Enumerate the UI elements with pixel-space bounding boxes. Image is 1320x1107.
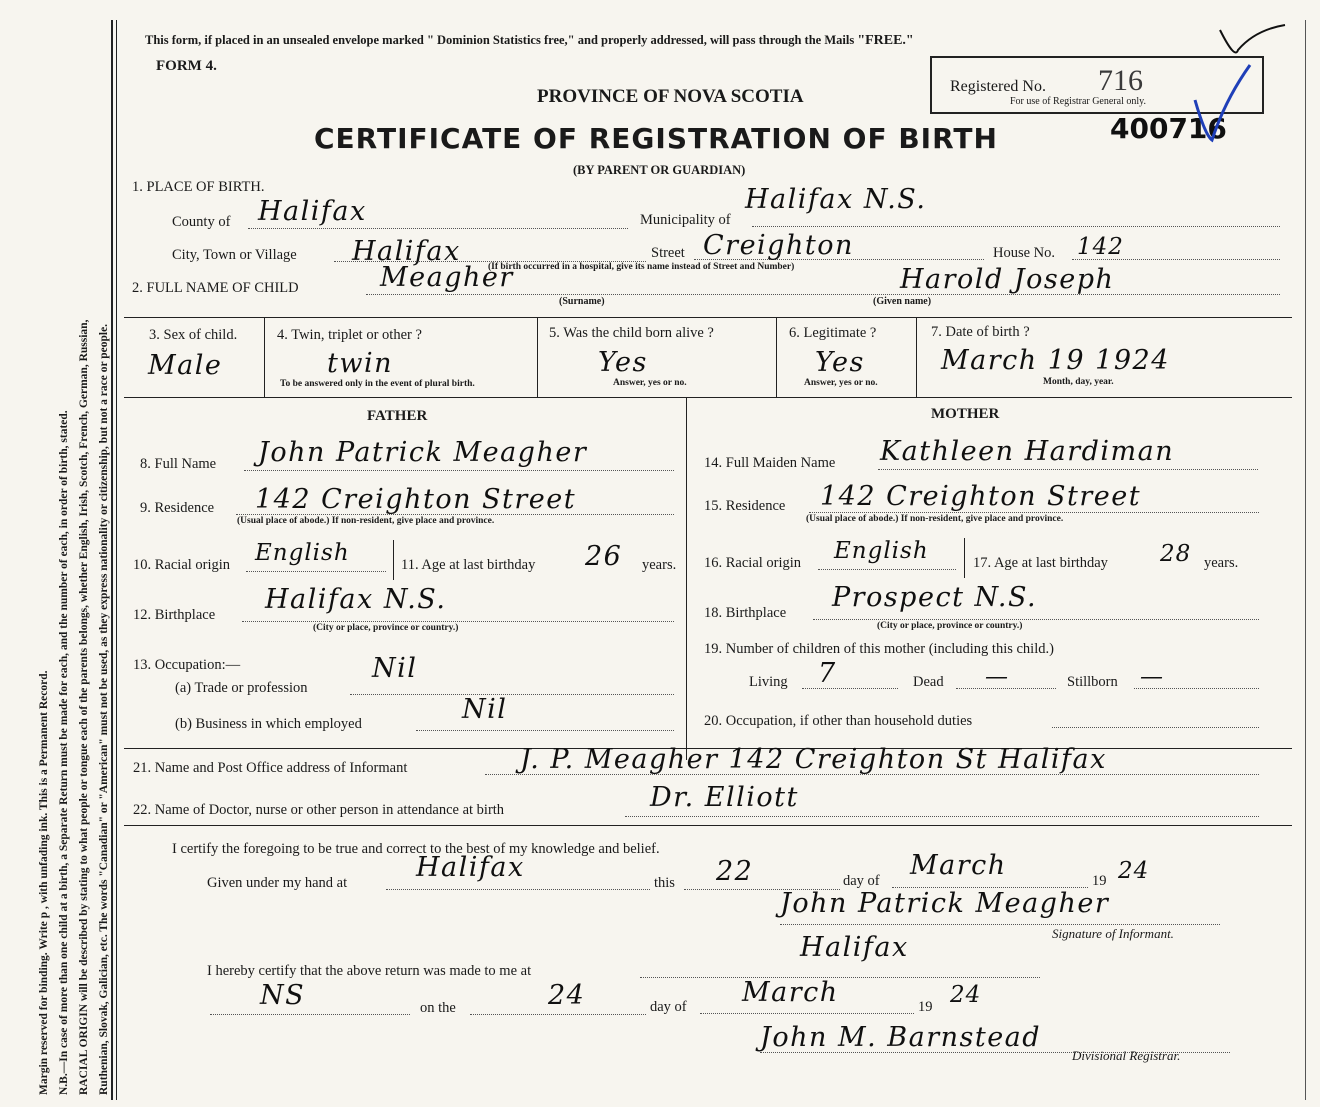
- city-value: Halifax: [352, 236, 461, 267]
- on-the-label: on the: [420, 1000, 456, 1016]
- occupation-label: 13. Occupation:—: [133, 657, 241, 673]
- trade-value: Nil: [372, 653, 418, 684]
- hospital-note: (If birth occurred in a hospital, give its name instead of Street and Number): [488, 262, 795, 272]
- margin-racial-note-2: Ruthenian, Slovak, Galician, etc. The words "Canadian" or "American" must not be used, as they express nationality or citizenship, but not a race or people.: [98, 323, 110, 1095]
- certification-top-rule: [124, 825, 1292, 826]
- certify-text: I certify the foregoing to be true and correct to the best of my knowledge and belief.: [172, 841, 660, 857]
- child-given-value: Harold Joseph: [900, 264, 1115, 295]
- mother-birthplace-line: [813, 619, 1259, 620]
- registrar-caption: Divisional Registrar.: [1072, 1048, 1181, 1063]
- province-heading: PROVINCE OF NOVA SCOTIA: [537, 86, 804, 107]
- mother-age-unit: years.: [1204, 555, 1239, 571]
- row3-divider-4: [916, 318, 917, 397]
- stillborn-value: —: [1140, 664, 1164, 690]
- mother-name-label: 14. Full Maiden Name: [704, 455, 836, 471]
- mother-birthplace-value: Prospect N.S.: [832, 582, 1038, 613]
- day-of-label: day of: [843, 873, 880, 889]
- legitimate-note: Answer, yes or no.: [804, 378, 878, 388]
- left-border-inner: [116, 20, 117, 1100]
- registrar-certify-text: I hereby certify that the above return was made to me at: [207, 963, 532, 979]
- mother-residence-line: [809, 512, 1259, 513]
- stillborn-label: Stillborn: [1067, 674, 1118, 690]
- informant-signature-caption: Signature of Informant.: [1052, 926, 1174, 941]
- row3-divider-2: [537, 318, 538, 397]
- sex-value: Male: [148, 350, 223, 381]
- check-mark-icon: [1200, 20, 1290, 60]
- father-racial-value: English: [255, 540, 350, 566]
- this-label: this: [654, 875, 675, 891]
- right-border: [1305, 20, 1306, 1100]
- doctor-line: [625, 816, 1259, 817]
- mother-birthplace-note: (City or place, province or country.): [877, 621, 1023, 631]
- registered-number: 716: [1098, 64, 1143, 97]
- certificate-title: CERTIFICATE OF REGISTRATION OF BIRTH: [314, 122, 998, 155]
- father-birthplace-line: [242, 621, 674, 622]
- father-birthplace-note: (City or place, province or country.): [313, 623, 459, 633]
- twin-label: 4. Twin, triplet or other ?: [277, 327, 422, 343]
- business-label: (b) Business in which employed: [175, 716, 362, 732]
- street-label: Street: [651, 245, 685, 261]
- county-label: County of: [172, 214, 231, 230]
- registrar-day-line: [470, 1014, 646, 1015]
- mother-name-line: [878, 469, 1258, 470]
- business-line: [416, 730, 674, 731]
- month-value: March: [910, 850, 1007, 881]
- children-label: 19. Number of children of this mother (including this child.): [704, 641, 1054, 657]
- father-racial-label: 10. Racial origin: [133, 557, 231, 573]
- city-label: City, Town or Village: [172, 247, 297, 263]
- mother-name-value: Kathleen Hardiman: [880, 436, 1175, 467]
- business-value: Nil: [462, 694, 508, 725]
- doctor-value: Dr. Elliott: [650, 782, 799, 813]
- municipality-line: [752, 226, 1280, 227]
- given-place-value: Halifax: [416, 852, 525, 883]
- twin-note: To be answered only in the event of plural birth.: [280, 379, 475, 389]
- house-value: 142: [1077, 234, 1124, 260]
- mail-note-free: "FREE.": [857, 33, 914, 48]
- living-label: Living: [749, 674, 788, 690]
- mother-birthplace-label: 18. Birthplace: [704, 605, 787, 621]
- informant-value: J. P. Meagher 142 Creighton St Halifax: [520, 744, 1107, 775]
- mother-residence-value: 142 Creighton Street: [820, 481, 1142, 512]
- given-place-line: [386, 889, 650, 890]
- alive-label: 5. Was the child born alive ?: [549, 325, 714, 341]
- father-age-unit: years.: [642, 557, 677, 573]
- dob-note: Month, day, year.: [1043, 377, 1114, 387]
- informant-label: 21. Name and Post Office address of Informant: [133, 760, 408, 776]
- registrar-year-value: 24: [950, 982, 982, 1008]
- row3-bottom-rule: [124, 397, 1292, 398]
- father-name-line: [244, 470, 674, 471]
- registrar-only-note: For use of Registrar General only.: [1010, 96, 1146, 107]
- registrar-place-value: NS: [260, 980, 306, 1011]
- margin-binding-note: Margin reserved for binding. Write p , with unfading ink. This is a Permanent Record.: [38, 670, 50, 1095]
- year-prefix: 19: [1092, 873, 1107, 889]
- father-name-value: John Patrick Meagher: [258, 437, 588, 468]
- registered-label: Registered No.: [950, 78, 1046, 95]
- registrar-place-line: [640, 977, 1040, 978]
- mother-occupation-label: 20. Occupation, if other than household duties: [704, 713, 973, 729]
- year-value: 24: [1118, 858, 1150, 884]
- mail-note-text: This form, if placed in an unsealed envelope marked " Dominion Statistics free," and properly addressed, will pass through the Mails: [145, 33, 855, 47]
- dead-value: —: [985, 664, 1009, 690]
- column-divider: [686, 398, 687, 760]
- father-residence-label: 9. Residence: [140, 500, 215, 516]
- registrar-day-value: 24: [548, 980, 586, 1011]
- municipality-label: Municipality of: [640, 212, 731, 228]
- registrar-place-line-2: [210, 1014, 410, 1015]
- mother-racial-value: English: [834, 538, 929, 564]
- mail-note: [145, 33, 914, 49]
- municipality-value: Halifax N.S.: [745, 184, 927, 215]
- informant-signature: John Patrick Meagher: [780, 888, 1110, 919]
- form-number: FORM 4.: [156, 58, 217, 74]
- trade-line: [350, 694, 674, 695]
- registrar-month-line: [700, 1013, 914, 1014]
- dob-label: 7. Date of birth ?: [931, 324, 1030, 340]
- mother-racial-divider: [964, 538, 965, 578]
- mother-heading: MOTHER: [931, 406, 1000, 422]
- certification-place-signature: Halifax: [800, 932, 909, 963]
- mother-age-label: 17. Age at last birthday: [973, 555, 1108, 571]
- place-of-birth-heading: 1. PLACE OF BIRTH.: [132, 179, 265, 195]
- registrar-month-value: March: [742, 977, 839, 1008]
- father-heading: FATHER: [367, 408, 428, 424]
- dob-value: March 19 1924: [941, 345, 1170, 376]
- doctor-label: 22. Name of Doctor, nurse or other person in attendance at birth: [133, 802, 505, 818]
- county-value: Halifax: [258, 196, 367, 227]
- father-age-label: 11. Age at last birthday: [401, 557, 536, 573]
- margin-racial-note-1: RACIAL ORIGIN will be described by stating to what people or tongue each of the parents belongs, whether English, Irish, Scotch, French, German, Russian,: [78, 319, 90, 1095]
- mother-racial-line: [818, 569, 956, 570]
- registrar-year-prefix: 19: [918, 999, 933, 1015]
- registrar-signature: John M. Barnstead: [760, 1022, 1042, 1053]
- father-age-value: 26: [585, 541, 623, 572]
- father-racial-line: [246, 571, 386, 572]
- given-label: Given under my hand at: [207, 875, 348, 891]
- row3-divider-3: [776, 318, 777, 397]
- registrar-day-of-label: day of: [650, 999, 687, 1015]
- father-birthplace-label: 12. Birthplace: [133, 607, 216, 623]
- father-residence-value: 142 Creighton Street: [255, 484, 577, 515]
- father-birthplace-value: Halifax N.S.: [265, 584, 447, 615]
- margin-nb-note: N.B.—In case of more than one child at a birth, a Separate Return must be made for each, and the number of each, in order of birth, stated.: [58, 410, 70, 1095]
- trade-label: (a) Trade or profession: [175, 680, 308, 696]
- given-caption: (Given name): [873, 296, 932, 307]
- father-racial-divider: [393, 540, 394, 580]
- child-surname-value: Meagher: [380, 262, 514, 293]
- handwritten-register-number: 400716: [1110, 112, 1227, 145]
- certificate-subtitle: (BY PARENT OR GUARDIAN): [573, 163, 746, 177]
- living-value: 7: [818, 658, 837, 689]
- mother-age-value: 28: [1160, 541, 1192, 567]
- living-line: [802, 688, 898, 689]
- mother-occupation-line: [1052, 727, 1259, 728]
- child-name-label: 2. FULL NAME OF CHILD: [132, 280, 299, 296]
- county-line: [248, 228, 628, 229]
- alive-value: Yes: [598, 347, 648, 378]
- child-name-line: [366, 294, 1280, 295]
- father-residence-note: (Usual place of abode.) If non-resident, give place and province.: [237, 516, 495, 526]
- surname-caption: (Surname): [559, 296, 605, 307]
- sex-label: 3. Sex of child.: [149, 327, 238, 343]
- alive-note: Answer, yes or no.: [613, 378, 687, 388]
- father-name-label: 8. Full Name: [140, 456, 217, 472]
- dead-label: Dead: [913, 674, 944, 690]
- twin-value: twin: [327, 348, 393, 379]
- mother-residence-label: 15. Residence: [704, 498, 786, 514]
- left-border-outer: [111, 20, 113, 1100]
- informant-signature-line: [780, 924, 1220, 925]
- day-value: 22: [716, 856, 754, 887]
- mother-residence-note: (Usual place of abode.) If non-resident, give place and province.: [806, 514, 1064, 524]
- house-label: House No.: [993, 245, 1056, 261]
- legitimate-value: Yes: [815, 347, 865, 378]
- mother-racial-label: 16. Racial origin: [704, 555, 802, 571]
- street-value: Creighton: [703, 230, 854, 261]
- legitimate-label: 6. Legitimate ?: [789, 325, 877, 341]
- row3-divider-1: [264, 318, 265, 397]
- row3-top-rule: [124, 317, 1292, 318]
- blue-check-mark-icon: [1180, 60, 1260, 150]
